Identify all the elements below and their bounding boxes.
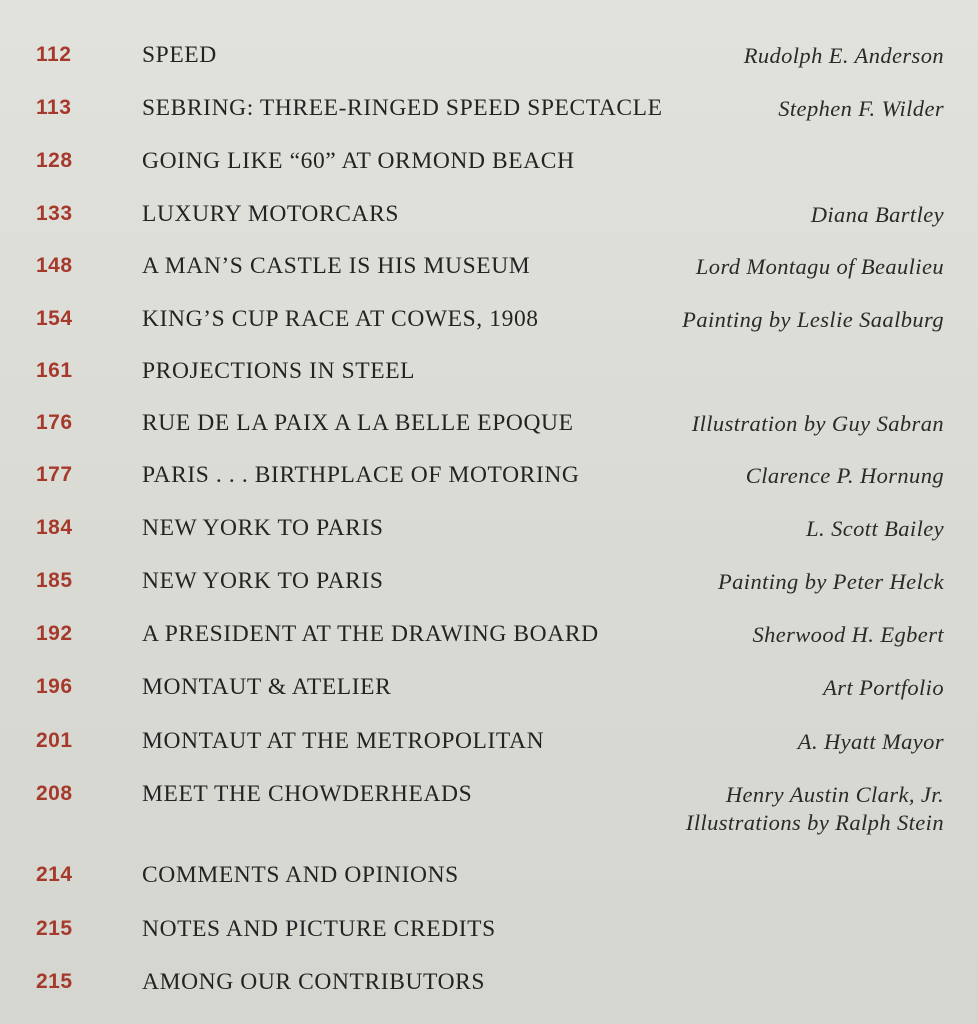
article-author <box>746 462 944 490</box>
article-title: NEW YORK TO PARIS <box>142 515 384 541</box>
page-number: 208 <box>36 782 73 805</box>
article-title: A PRESIDENT AT THE DRAWING BOARD <box>142 621 599 647</box>
page-number: 148 <box>36 254 73 277</box>
author-line: Clarence P. Hornung <box>745 463 944 488</box>
article-author <box>718 568 944 596</box>
article-author <box>798 728 944 756</box>
author-line: Henry Austin Clark, Jr. <box>725 782 944 807</box>
page-number: 184 <box>36 516 73 539</box>
author-line: Illustration by Guy Sabran <box>691 411 944 436</box>
page-number: 176 <box>36 411 73 434</box>
page-number: 154 <box>36 307 73 330</box>
page-number: 185 <box>36 569 73 592</box>
author-line: Painting by Leslie Saalburg <box>682 307 944 332</box>
article-author <box>752 621 944 649</box>
page-number: 215 <box>36 970 73 993</box>
article-title: AMONG OUR CONTRIBUTORS <box>142 969 486 995</box>
author-line: L. Scott Bailey <box>806 516 944 541</box>
page-number: 177 <box>36 463 73 486</box>
article-title: A MAN’S CASTLE IS HIS MUSEUM <box>142 253 531 279</box>
author-line: Sherwood H. Egbert <box>752 622 944 647</box>
article-title: MEET THE CHOWDERHEADS <box>142 781 473 807</box>
article-title: RUE DE LA PAIX A LA BELLE EPOQUE <box>142 410 574 436</box>
page-number: 133 <box>36 202 73 225</box>
author-line: Art Portfolio <box>823 675 944 700</box>
article-author <box>811 201 944 229</box>
article-author <box>778 95 944 123</box>
article-title: MONTAUT & ATELIER <box>142 674 392 700</box>
page-number: 214 <box>36 863 73 886</box>
author-line: Stephen F. Wilder <box>778 96 944 121</box>
page-number: 196 <box>36 675 73 698</box>
article-title: PARIS . . . BIRTHPLACE OF MOTORING <box>142 462 580 488</box>
article-author <box>686 781 944 837</box>
article-author <box>823 674 944 702</box>
article-author <box>744 42 944 70</box>
article-title: MONTAUT AT THE METROPOLITAN <box>142 728 545 754</box>
article-title: SPEED <box>142 42 217 68</box>
article-title: GOING LIKE “60” AT ORMOND BEACH <box>142 148 575 174</box>
article-author <box>696 253 944 281</box>
author-line: Lord Montagu of Beaulieu <box>695 254 944 279</box>
article-author <box>682 306 944 334</box>
article-title: PROJECTIONS IN STEEL <box>142 358 416 384</box>
page-number: 192 <box>36 622 73 645</box>
article-title: SEBRING: THREE-RINGED SPEED SPECTACLE <box>142 95 663 121</box>
page-number: 128 <box>36 149 73 172</box>
page-number: 161 <box>36 359 73 382</box>
article-title: NEW YORK TO PARIS <box>142 568 384 594</box>
author-line: A. Hyatt Mayor <box>797 729 944 754</box>
author-line: Painting by Peter Helck <box>718 569 944 594</box>
illustrator-line: Illustrations by Ralph Stein <box>685 810 944 835</box>
page-number: 112 <box>36 43 72 66</box>
article-title: KING’S CUP RACE AT COWES, 1908 <box>142 306 539 332</box>
article-author <box>806 515 944 543</box>
author-line: Rudolph E. Anderson <box>743 43 944 68</box>
page-number: 113 <box>36 96 72 119</box>
article-title: COMMENTS AND OPINIONS <box>142 862 459 888</box>
article-title: LUXURY MOTORCARS <box>142 201 400 227</box>
page-number: 201 <box>36 729 73 752</box>
article-title: NOTES AND PICTURE CREDITS <box>142 916 496 942</box>
page-number: 215 <box>36 917 73 940</box>
author-line: Diana Bartley <box>810 202 944 227</box>
article-author <box>692 410 944 438</box>
